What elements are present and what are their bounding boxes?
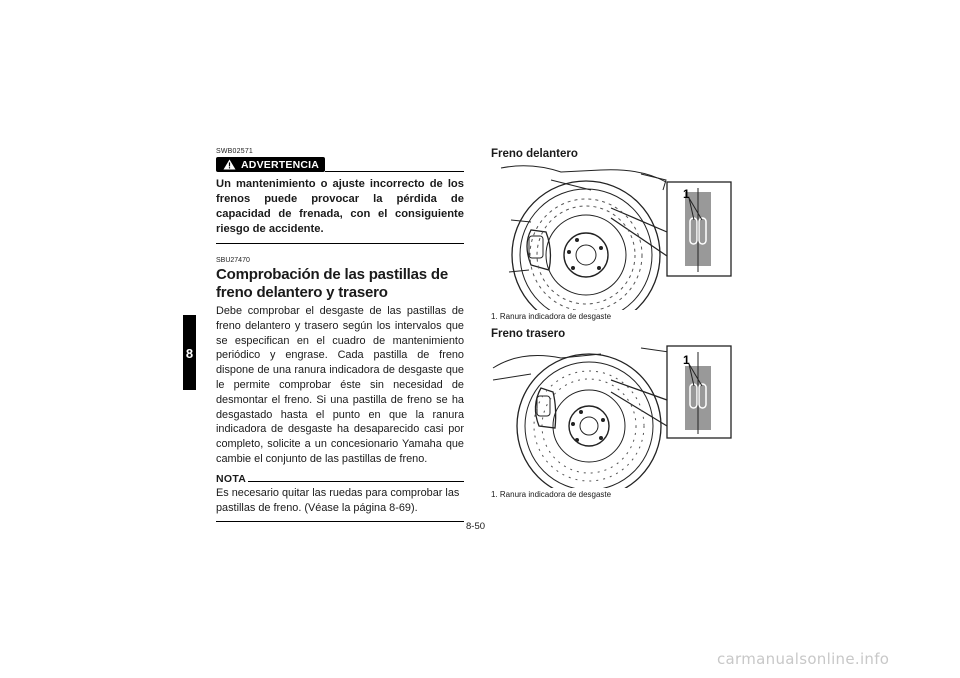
note-rule: [248, 481, 464, 482]
warning-label: ADVERTENCIA: [241, 158, 320, 171]
figure-front-title: Freno delantero: [491, 148, 578, 160]
page-number: 8-50: [466, 521, 486, 532]
warning-rule: [325, 171, 464, 172]
warning-text: Un mantenimiento o ajuste incorrecto de los frenos puede provocar la pérdida de capacidad de frenada, con el consiguiente riesgo de accidente.: [216, 177, 464, 244]
rear-callout-number: 1: [683, 353, 690, 367]
note-text: Es necesario quitar las ruedas para comprobar las pastillas de freno. (Véase la página 8-69).: [216, 486, 464, 523]
figure-front-caption: 1. Ranura indicadora de desgaste: [491, 312, 612, 321]
note-title: NOTA: [216, 472, 247, 485]
chapter-tab: 8: [183, 315, 196, 390]
front-callout-number: 1: [683, 187, 690, 201]
warning-header: [216, 157, 464, 172]
watermark: carmanualsonline.info: [717, 650, 890, 668]
section-title: Comprobación de las pastillas de freno delantero y trasero: [216, 266, 448, 301]
section-body: Debe comprobar el desgaste de las pastillas de freno delantero y trasero según los intervalos que se especifican en el cuadro de mantenimiento periódico y engrase. Cada pastilla de freno dispone de una ranura indicadora de desgaste que le permite comprobar éste sin necesidad de desmontar el freno. Si una pastilla de freno se ha desgastado hasta el punto en que la ranura indicadora de desgaste ha desaparecido casi por completo, solicite a un concesionario Yamaha que cambie el conjunto de las pastillas de freno.: [216, 305, 464, 465]
figure-rear-caption: 1. Ranura indicadora de desgaste: [491, 490, 612, 499]
section-code: SBU27470: [216, 257, 250, 264]
warning-code: SWB02571: [216, 148, 254, 155]
warning-triangle-icon: [223, 159, 236, 170]
rear-brake-illustration: [491, 340, 739, 488]
figure-front-brake: [491, 160, 739, 310]
front-brake-illustration: [491, 160, 739, 310]
warning-badge: [216, 157, 325, 172]
left-column: [216, 148, 464, 522]
figure-rear-brake: [491, 340, 739, 488]
figure-rear-title: Freno trasero: [491, 328, 566, 340]
right-column: [491, 148, 739, 499]
note-header: [216, 473, 464, 485]
